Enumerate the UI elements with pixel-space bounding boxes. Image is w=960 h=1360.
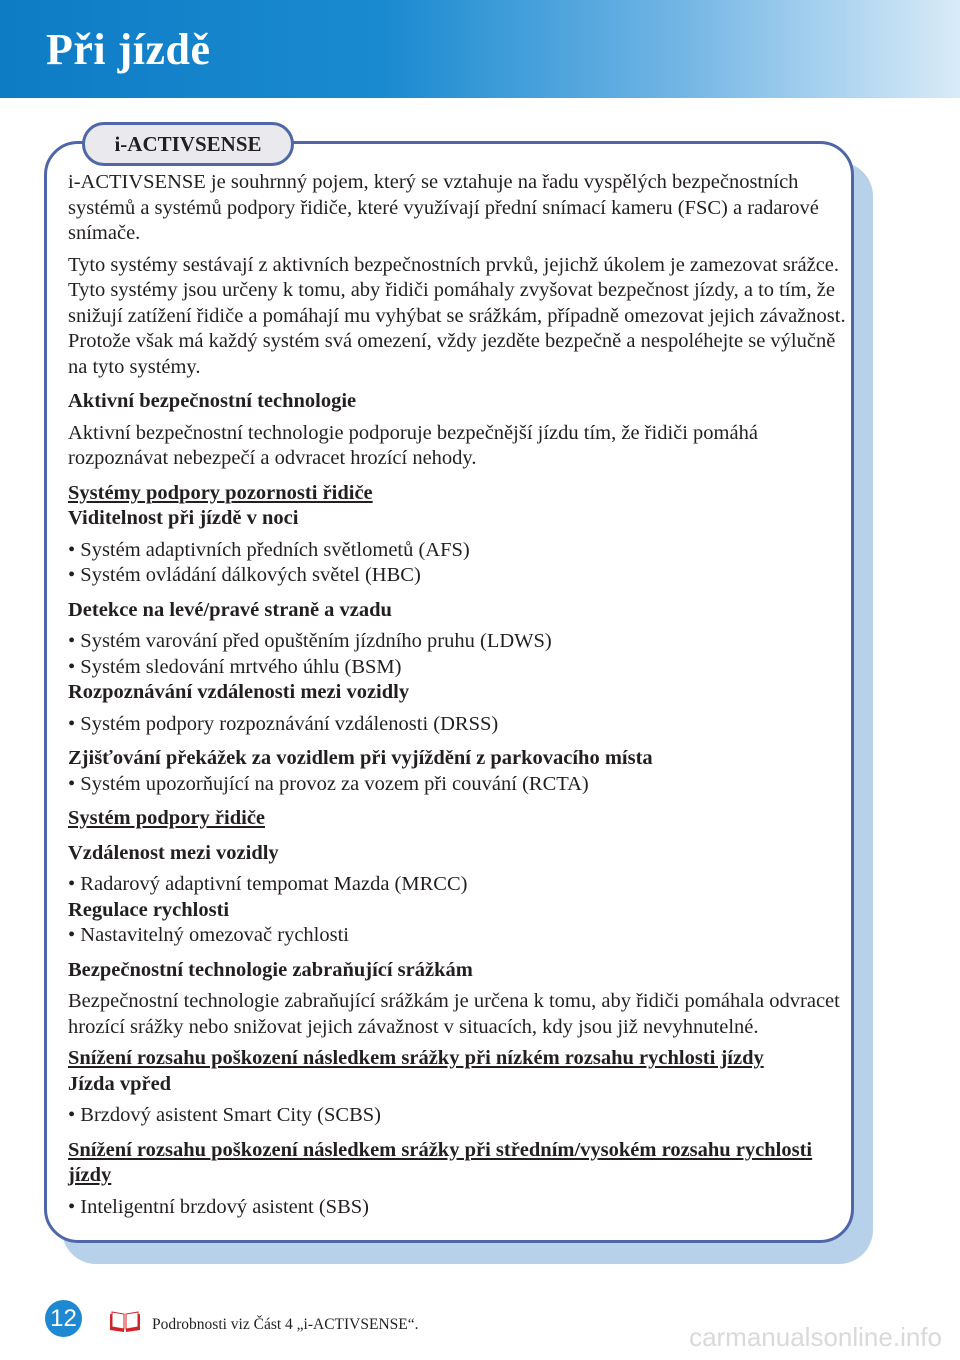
section-heading: Aktivní bezpečnostní technologie	[68, 390, 357, 412]
list-item: • Brzdový asistent Smart City (SCBS)	[68, 1104, 381, 1126]
underlined-heading: Systém podpory řidiče	[68, 807, 266, 829]
list-item: • Nastavitelný omezovač rychlosti	[68, 924, 349, 946]
list-item: • Systém sledování mrtvého úhlu (BSM)	[68, 655, 402, 678]
page-header	[0, 0, 960, 98]
list-item: • Systém adaptivních předních světlometů (AFS)	[68, 538, 470, 561]
footer-note: Podrobnosti viz Část 4 „i-ACTIVSENSE“.	[152, 1316, 419, 1333]
watermark: carmanualsonline.info	[689, 1322, 942, 1352]
list-item: • Inteligentní brzdový asistent (SBS)	[68, 1195, 369, 1218]
section-heading: Bezpečnostní technologie zabraňující srážkám	[68, 958, 473, 981]
subheading: Rozpoznávání vzdálenosti mezi vozidly	[68, 681, 410, 703]
list-item: • Systém varování před opuštěním jízdního pruhu (LDWS)	[68, 630, 552, 652]
content-body	[68, 170, 848, 1220]
subheading: Regulace rychlosti	[68, 898, 230, 921]
page-title: Při jízdě	[46, 25, 211, 74]
underlined-heading: Systémy podpory pozornosti řidiče	[68, 481, 373, 504]
section-text: Aktivní bezpečnostní technologie podporuje bezpečnější jízdu tím, že řidiči pomáhá rozpoznávat nebezpečí a odvracet hrozící nehody.	[68, 421, 758, 469]
underlined-heading: Snížení rozsahu poškození následkem srážky při středním/vysokém rozsahu rychlosti jízdy	[68, 1138, 813, 1186]
list-item: • Radarový adaptivní tempomat Mazda (MRCC)	[68, 873, 468, 895]
subheading: Detekce na levé/pravé straně a vzadu	[68, 598, 392, 621]
intro-paragraph: i-ACTIVSENSE je souhrnný pojem, který se vztahuje na řadu vyspělých bezpečnostních systémů a systémů podpory řidiče, které využívají přední snímací kameru (FSC) a radarové snímače.	[68, 171, 819, 244]
subheading: Viditelnost při jízdě v noci	[68, 507, 299, 529]
subheading: Jízda vpřed	[68, 1072, 172, 1095]
list-item: • Systém ovládání dálkových světel (HBC)	[68, 564, 421, 586]
subheading: Zjišťování překážek za vozidlem při vyjíždění z parkovacího místa	[68, 747, 653, 769]
book-icon	[108, 1310, 142, 1334]
underlined-heading: Snížení rozsahu poškození následkem srážky při nízkém rozsahu rychlosti jízdy	[68, 1047, 764, 1069]
list-item: • Systém podpory rozpoznávání vzdálenosti (DRSS)	[68, 712, 499, 735]
list-item: • Systém upozorňující na provoz za vozem při couvání (RCTA)	[68, 772, 589, 795]
intro-paragraph: Tyto systémy sestávají z aktivních bezpečnostních prvků, jejichž úkolem je zamezovat srážce.	[68, 253, 840, 276]
section-text: Bezpečnostní technologie zabraňující srážkám je určena k tomu, aby řidiči pomáhala odvracet hrozící srážky nebo snižovat jejich závažnost v situacích, kdy jsou již nevyhnutelné.	[68, 990, 840, 1038]
page-number: 12	[45, 1300, 82, 1337]
intro-paragraph: Tyto systémy jsou určeny k tomu, aby řidiči pomáhaly zvyšovat bezpečnost jízdy, a to tím, že snižují zatížení řidiče a pomáhají mu vyhýbat se srážkám, případně omezovat jejich závažnost. Protože však má každý systém svá omezení, vždy jezděte bezpečně a nespoléhejte se výlučně na tyto systémy.	[68, 279, 846, 378]
section-tab: i-ACTIVSENSE	[82, 122, 294, 166]
subheading: Vzdálenost mezi vozidly	[68, 841, 279, 864]
